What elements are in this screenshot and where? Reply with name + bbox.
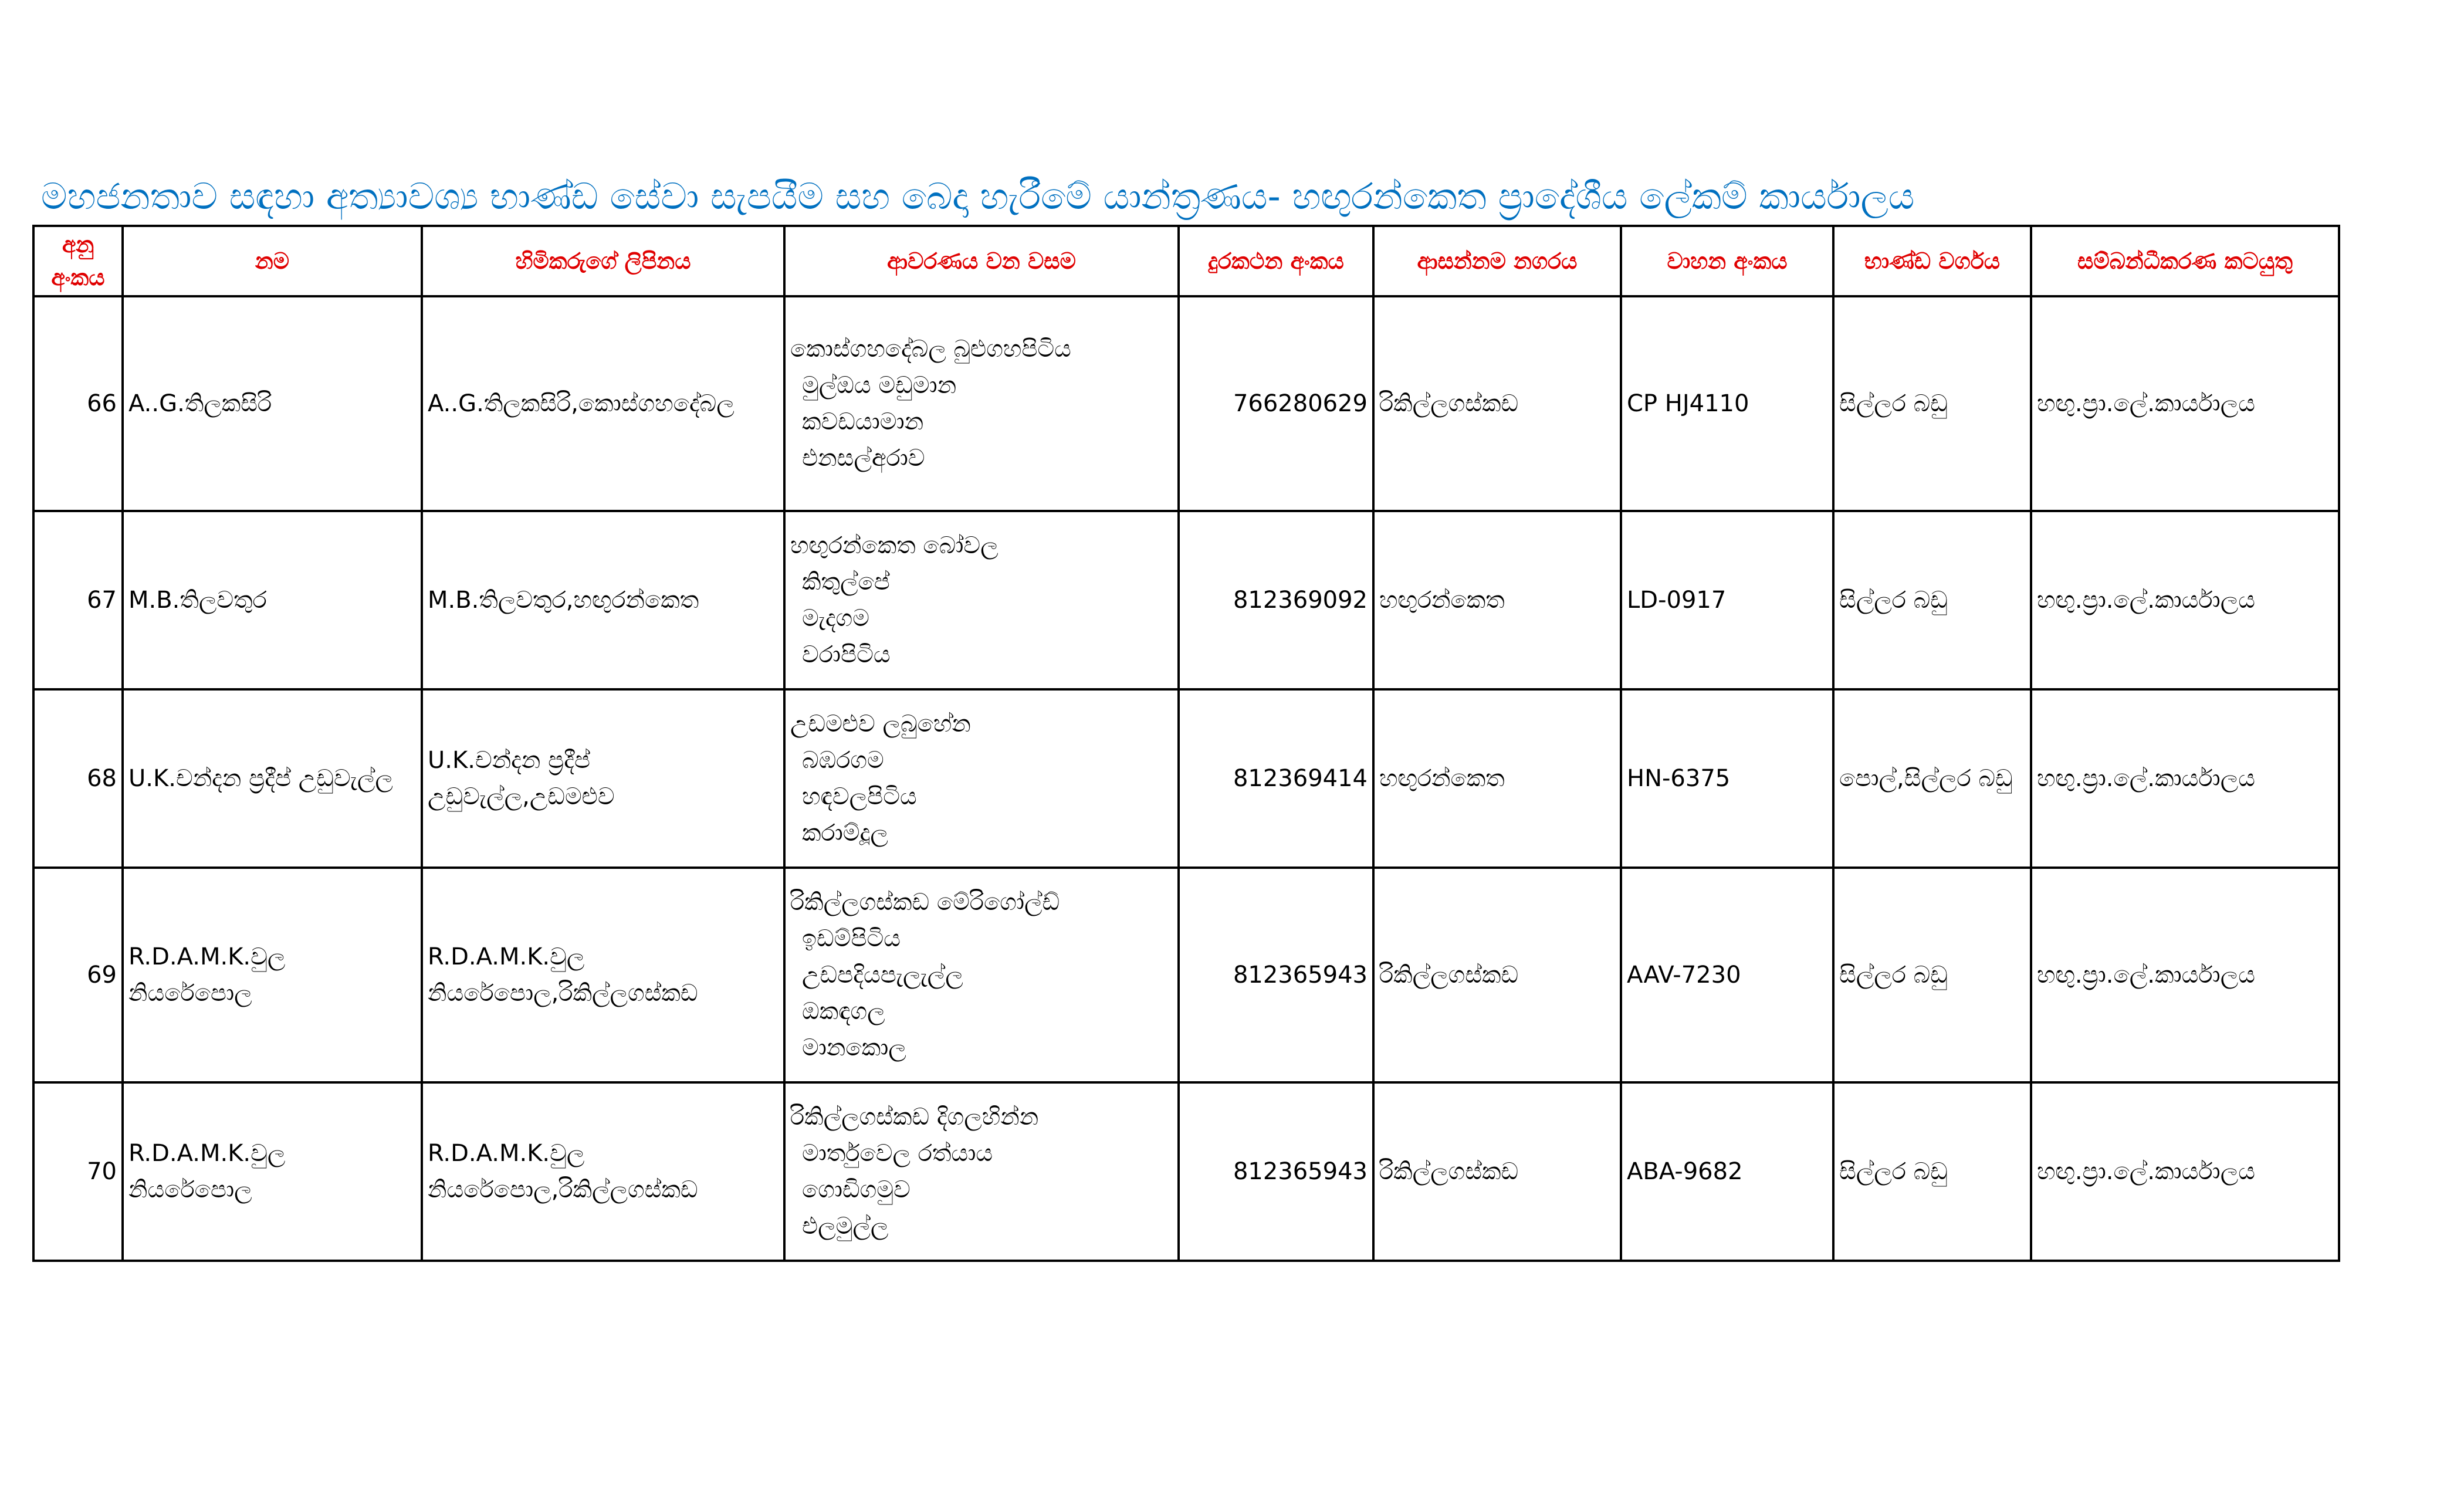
area-line: හඟුරන්කෙත බෝවල — [790, 532, 999, 559]
row-coverage-area — [784, 511, 1179, 689]
row-address-line1: A..G.තිලකසිරි,කොස්ගහදේබල — [428, 390, 735, 417]
row-coverage-area — [784, 1082, 1179, 1261]
row-address — [422, 1082, 784, 1261]
row-town: හඟුරන්කෙත — [1373, 689, 1621, 868]
row-goods: සිල්ලර බඩු — [1833, 511, 2031, 689]
area-line: බඹරගම — [802, 747, 884, 774]
row-name-line1: R.D.A.M.K.වුල — [128, 943, 286, 970]
row-name-line1: U.K.චන්දන ප්‍රදීප් උඩුවැල්ල — [128, 765, 393, 792]
row-address — [422, 689, 784, 868]
row-goods: සිල්ලර බඩු — [1833, 1082, 2031, 1261]
row-address-line1: R.D.A.M.K.වුල — [428, 943, 585, 970]
row-address-line2: උඩුවැල්ල,උඩමළුව — [428, 783, 615, 810]
table-header-row — [33, 226, 2339, 296]
row-town: හඟුරන්කෙත — [1373, 511, 1621, 689]
row-phone: 812365943 — [1179, 1082, 1373, 1261]
header-vehicle-no: වාහන අංකය — [1621, 226, 1833, 296]
header-serial — [33, 226, 123, 296]
area-line: ඔකඳගල — [802, 998, 885, 1025]
row-name — [123, 689, 422, 868]
row-address-line2: නියරේපොල,රිකිල්ලගස්කඩ — [428, 980, 698, 1007]
row-coordination: හඟු.ප්‍රා.ලේ.කාර්යාලය — [2031, 689, 2339, 868]
area-line: ගොඩිගමුව — [802, 1176, 911, 1203]
area-line: රිකිල්ලගස්කඩ මේරිගෝල්ඩ් — [790, 889, 1060, 916]
row-vehicle: CP HJ4110 — [1621, 296, 1833, 511]
table-row — [33, 511, 2339, 689]
header-coverage-area: ආවරණය වන වසම — [784, 226, 1179, 296]
row-address-line1: R.D.A.M.K.වුල — [428, 1140, 585, 1167]
row-address — [422, 511, 784, 689]
area-line: හඳවලපිටිය — [802, 783, 917, 810]
row-name-line2: නියරේපොල — [128, 1176, 252, 1203]
document-title: මහජනතාව සඳහා අත්‍යාවශ්‍ය භාණ්ඩ සේවා සැපයීම සහ බෙදා හැරීමේ යාන්ත්‍රණය- හඟුරන්කෙත ප්‍රාදේශීය ලේකම් කාර්යාලය — [41, 175, 1915, 218]
row-phone: 766280629 — [1179, 296, 1373, 511]
row-serial: 67 — [33, 511, 123, 689]
row-phone: 812369414 — [1179, 689, 1373, 868]
row-name-line1: A..G.තිලකසිරි — [128, 390, 272, 417]
row-address-line2: නියරේපොල,රිකිල්ලගස්කඩ — [428, 1176, 698, 1203]
row-name-line1: R.D.A.M.K.වුල — [128, 1140, 286, 1167]
header-serial-line1: අනු — [62, 232, 94, 258]
row-coordination: හඟු.ප්‍රා.ලේ.කාර්යාලය — [2031, 1082, 2339, 1261]
row-serial: 69 — [33, 868, 123, 1082]
header-name: නම — [123, 226, 422, 296]
table-row — [33, 1082, 2339, 1261]
row-phone: 812369092 — [1179, 511, 1373, 689]
area-line: ඉඩම්පිටිය — [802, 925, 901, 952]
row-coverage-area — [784, 689, 1179, 868]
row-coverage-area — [784, 868, 1179, 1082]
area-line: එලමුල්ල — [802, 1213, 889, 1240]
row-address-line1: M.B.තිලවතුර,හඟුරන්කෙත — [428, 587, 699, 614]
row-address-line1: U.K.චන්දන ප්‍රදීප් — [428, 747, 591, 774]
row-name — [123, 1082, 422, 1261]
row-vehicle: HN-6375 — [1621, 689, 1833, 868]
area-line: මානකොල — [802, 1034, 906, 1061]
row-coordination: හඟු.ප්‍රා.ලේ.කාර්යාලය — [2031, 511, 2339, 689]
row-town: රිකිල්ලගස්කඩ — [1373, 296, 1621, 511]
area-line: වරාපිටිය — [802, 641, 891, 668]
row-name — [123, 868, 422, 1082]
header-nearest-town: ආසන්නම නගරය — [1373, 226, 1621, 296]
row-vehicle: AAV-7230 — [1621, 868, 1833, 1082]
area-line: කවඩයාමාන — [802, 408, 924, 435]
row-coordination: හඟු.ප්‍රා.ලේ.කාර්යාලය — [2031, 296, 2339, 511]
row-town: රිකිල්ලගස්කඩ — [1373, 868, 1621, 1082]
row-goods: සිල්ලර බඩු — [1833, 868, 2031, 1082]
row-name-line1: M.B.තිලවතුර — [128, 587, 267, 614]
row-serial: 66 — [33, 296, 123, 511]
header-coordination: සම්බන්ධීකරණ කටයුතු — [2031, 226, 2339, 296]
table-row — [33, 868, 2339, 1082]
row-serial: 70 — [33, 1082, 123, 1261]
area-line: මැදගම — [802, 605, 870, 632]
area-line: කරාම්දූල — [802, 820, 888, 847]
area-line: මුල්ඔය මඩුමාන — [802, 372, 957, 399]
row-coordination: හඟු.ප්‍රා.ලේ.කාර්යාලය — [2031, 868, 2339, 1082]
area-line: කිතුල්පේ — [802, 568, 890, 595]
row-goods: සිල්ලර බඩු — [1833, 296, 2031, 511]
header-goods-type: භාණ්ඩ වර්ගය — [1833, 226, 2031, 296]
area-line: කොස්ගහදේබල බුළුගහපිටිය — [790, 336, 1071, 363]
row-goods: පොල්,සිල්ලර බඩු — [1833, 689, 2031, 868]
distribution-table — [32, 225, 2340, 1262]
row-serial: 68 — [33, 689, 123, 868]
row-vehicle: ABA-9682 — [1621, 1082, 1833, 1261]
area-line: උඩපදියපැලැල්ල — [802, 962, 963, 989]
row-coverage-area — [784, 296, 1179, 511]
row-address — [422, 296, 784, 511]
area-line: එනසල්අරාව — [802, 445, 925, 472]
area-line: රිකිල්ලගස්කඩ දිගලහින්න — [790, 1104, 1039, 1131]
row-vehicle: LD-0917 — [1621, 511, 1833, 689]
header-phone: දුරකථන අංකය — [1179, 226, 1373, 296]
row-town: රිකිල්ලගස්කඩ — [1373, 1082, 1621, 1261]
row-address — [422, 868, 784, 1082]
header-serial-line2: අංකය — [51, 265, 105, 290]
row-name — [123, 511, 422, 689]
row-name-line2: නියරේපොල — [128, 980, 252, 1007]
row-phone: 812365943 — [1179, 868, 1373, 1082]
header-owner-address: හිමිකරුගේ ලිපිනය — [422, 226, 784, 296]
table-row — [33, 689, 2339, 868]
area-line: උඩමළුව ලබුහේන — [790, 710, 971, 737]
table-row — [33, 296, 2339, 511]
row-name — [123, 296, 422, 511]
area-line: මාර්තුවෙල රත්යාය — [802, 1140, 993, 1167]
